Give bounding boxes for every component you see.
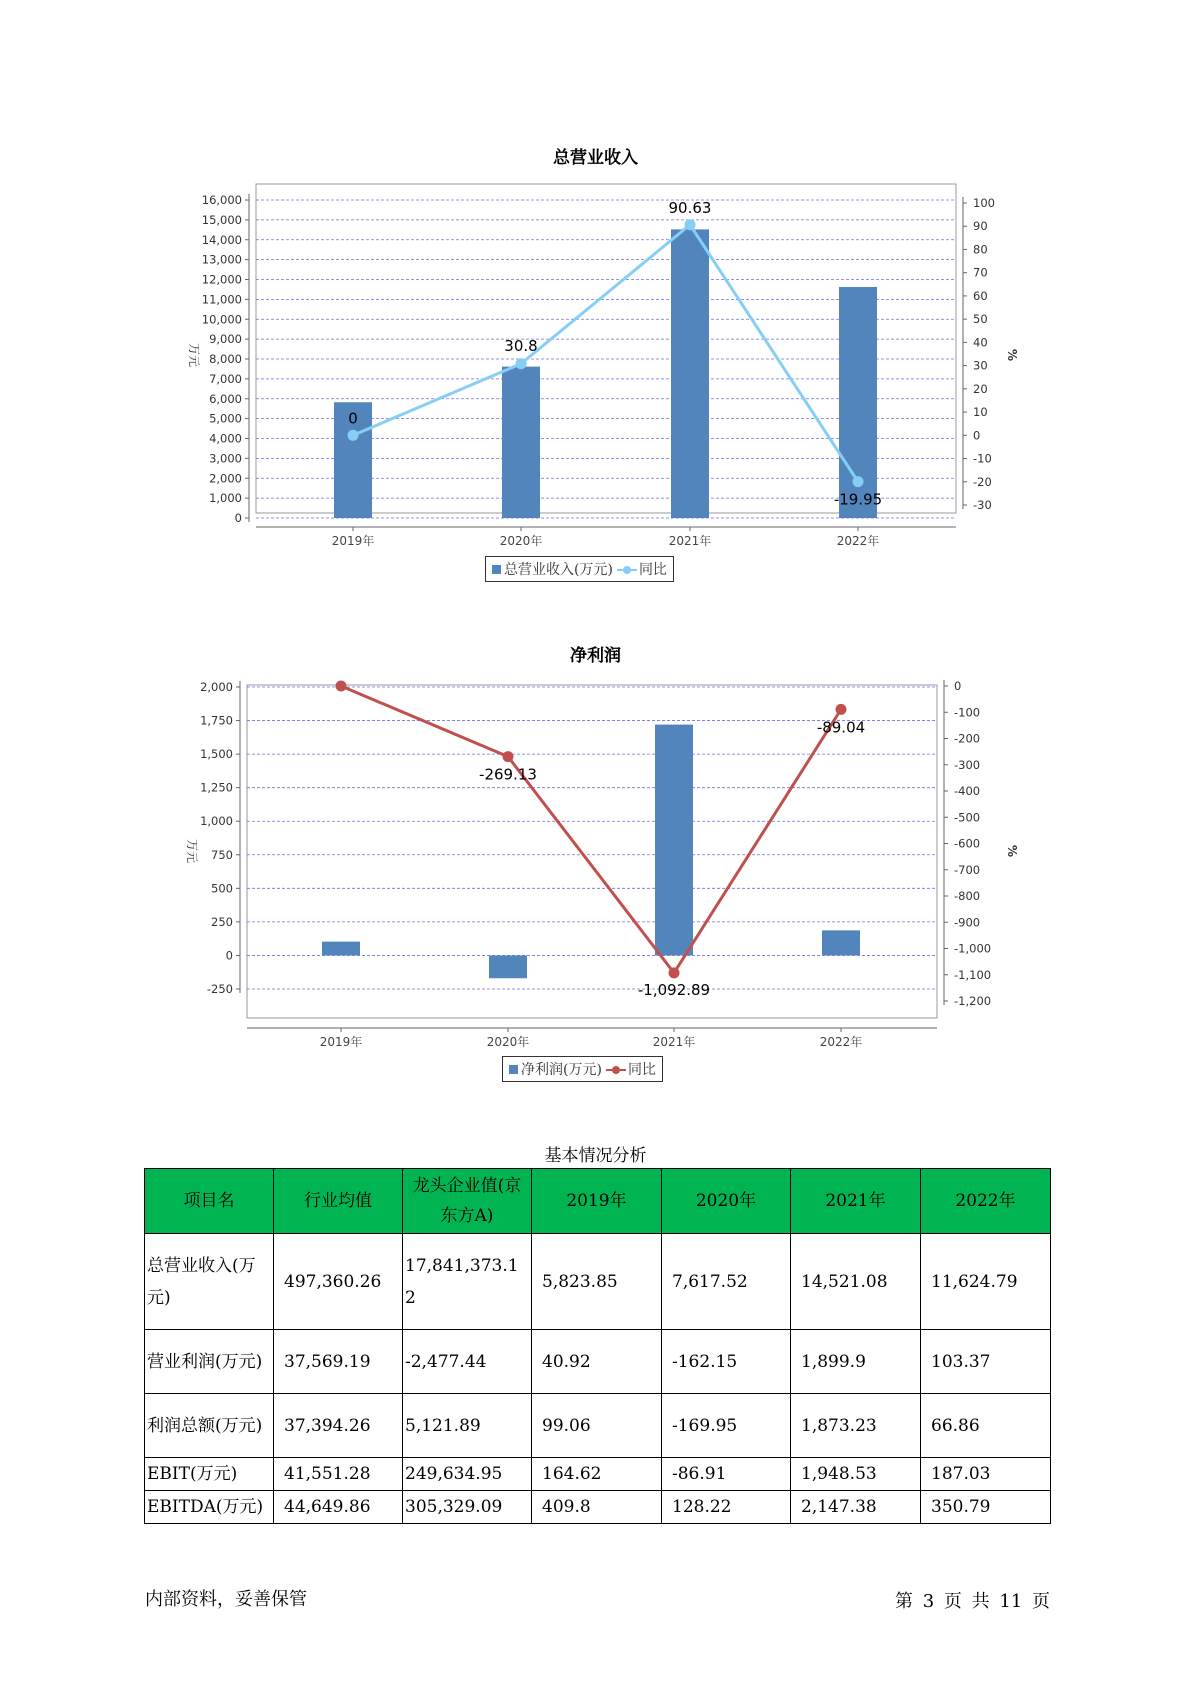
y2-tick-label: -30 <box>973 498 992 512</box>
legend-revenue-label: 总营业收入(万元) <box>504 562 613 578</box>
y-tick-label: 1,750 <box>200 713 233 728</box>
table-cell: 11,624.79 <box>921 1234 1051 1330</box>
y-tick-label: 1,000 <box>209 491 242 506</box>
chart2-title: 净利润 <box>570 646 621 666</box>
table-cell: 5,121.89 <box>403 1394 532 1458</box>
table-header-row <box>145 1169 1051 1234</box>
y2-tick-label: 80 <box>973 242 988 257</box>
legend-yoy-label: 同比 <box>627 1062 656 1078</box>
x-tick-label: 2020年 <box>499 534 543 548</box>
y-tick-label: 3,000 <box>209 451 242 466</box>
table-cell: -86.91 <box>662 1458 791 1491</box>
basic-analysis-table <box>144 1168 1051 1524</box>
header-2022: 2022年 <box>921 1169 1051 1234</box>
table-cell: 66.86 <box>921 1394 1051 1458</box>
table-cell: 409.8 <box>532 1491 662 1524</box>
x-tick-label: 2019年 <box>319 1035 363 1049</box>
y2-tick-label: 50 <box>973 312 988 327</box>
header-item-name: 项目名 <box>145 1169 274 1234</box>
yoy-point <box>336 681 347 692</box>
y-tick-label: 0 <box>234 511 242 525</box>
table-cell: 99.06 <box>532 1394 662 1458</box>
table-cell: 37,569.19 <box>274 1330 403 1394</box>
data-label: 0 <box>348 409 358 428</box>
data-label: -269.13 <box>479 765 537 784</box>
table-cell: 164.62 <box>532 1458 662 1491</box>
line-legend-swatch <box>606 1065 626 1075</box>
y2-tick-label: 0 <box>973 428 981 443</box>
y2-tick-label: 30 <box>973 358 988 373</box>
x-tick-label: 2019年 <box>331 534 375 548</box>
y2-tick-label: -1,100 <box>954 967 992 982</box>
table-cell: 14,521.08 <box>791 1234 921 1330</box>
y2-tick-label: -500 <box>954 810 981 825</box>
table-cell: 497,360.26 <box>274 1234 403 1330</box>
bar <box>322 942 360 956</box>
header-industry-avg: 行业均值 <box>274 1169 403 1234</box>
y2-tick-label: -1,000 <box>954 941 992 956</box>
y2-tick-label: -800 <box>954 889 981 903</box>
x-tick-label: 2022年 <box>836 534 880 548</box>
y-tick-label: 0 <box>225 948 233 963</box>
x-tick-label: 2021年 <box>668 534 712 548</box>
chart1-title: 总营业收入 <box>553 148 638 168</box>
table-row <box>145 1458 1051 1491</box>
table-cell: 350.79 <box>921 1491 1051 1524</box>
chart2-legend <box>502 1056 663 1082</box>
y2-tick-label: -100 <box>954 705 981 720</box>
y-tick-label: 6,000 <box>209 391 242 406</box>
x-tick-label: 2022年 <box>819 1035 863 1049</box>
table-cell: 17,841,373.12 <box>403 1234 532 1330</box>
bar <box>489 955 527 978</box>
x-tick-label: 2020年 <box>486 1035 530 1049</box>
table-row <box>145 1491 1051 1524</box>
row-label-cell: 总营业收入(万元) <box>145 1234 274 1330</box>
y-tick-label: 2,000 <box>209 471 242 486</box>
table-cell: -169.95 <box>662 1394 791 1458</box>
y2-tick-label: 70 <box>973 265 988 280</box>
table-cell: 249,634.95 <box>403 1458 532 1491</box>
table-cell: 44,649.86 <box>274 1491 403 1524</box>
y-tick-label: 13,000 <box>201 252 242 267</box>
data-label: -1,092.89 <box>637 980 711 999</box>
y2-tick-label: 40 <box>973 335 988 350</box>
y-tick-label: 1,000 <box>200 814 233 829</box>
y2-tick-label: -400 <box>954 784 981 798</box>
y2-tick-label: -10 <box>973 451 992 466</box>
y-tick-label: 16,000 <box>201 193 242 207</box>
y-axis-label: 万元 <box>187 342 201 368</box>
y-tick-label: 12,000 <box>201 272 242 287</box>
row-label-cell: EBITDA(万元) <box>145 1491 274 1524</box>
data-label: 90.63 <box>668 198 712 217</box>
header-2020: 2020年 <box>662 1169 791 1234</box>
table-cell: 128.22 <box>662 1491 791 1524</box>
y-tick-label: 10,000 <box>201 312 242 327</box>
table-cell: 187.03 <box>921 1458 1051 1491</box>
y-tick-label: 9,000 <box>209 332 242 347</box>
y-tick-label: 5,000 <box>209 411 242 426</box>
header-2019: 2019年 <box>532 1169 662 1234</box>
table-cell: 1,899.9 <box>791 1330 921 1394</box>
y-tick-label: 2,000 <box>200 680 233 694</box>
y-tick-label: 11,000 <box>201 292 242 307</box>
y2-tick-label: 60 <box>973 288 988 303</box>
y2-axis-label: % <box>1005 348 1019 362</box>
y2-tick-label: -600 <box>954 836 981 851</box>
table-cell: 1,948.53 <box>791 1458 921 1491</box>
y2-tick-label: -200 <box>954 731 981 746</box>
y-tick-label: 7,000 <box>209 371 242 386</box>
y2-tick-label: 0 <box>954 679 962 693</box>
y2-tick-label: -300 <box>954 757 981 772</box>
row-label-cell: 利润总额(万元) <box>145 1394 274 1458</box>
y2-tick-label: -700 <box>954 862 981 877</box>
yoy-point <box>836 704 847 715</box>
table-cell: -2,477.44 <box>403 1330 532 1394</box>
y-tick-label: 14,000 <box>201 232 242 247</box>
data-label: 30.8 <box>504 336 538 355</box>
footer-page-number: 第 3 页 共 11 页 <box>895 1591 1050 1612</box>
table-row <box>145 1234 1051 1330</box>
y2-tick-label: -900 <box>954 915 981 930</box>
table-cell: 2,147.38 <box>791 1491 921 1524</box>
bar-legend-swatch <box>509 1065 518 1074</box>
header-leader-value: 龙头企业值(京东方A) <box>403 1169 532 1234</box>
legend-yoy-label: 同比 <box>638 562 667 578</box>
y-tick-label: 4,000 <box>209 431 242 446</box>
table-caption: 基本情况分析 <box>544 1146 647 1166</box>
bar <box>655 725 693 956</box>
table-cell: 103.37 <box>921 1330 1051 1394</box>
yoy-point <box>669 967 680 978</box>
y2-axis-label: % <box>1005 844 1019 858</box>
y2-tick-label: 90 <box>973 219 988 234</box>
y2-tick-label: 20 <box>973 381 988 396</box>
footer-confidential-note: 内部资料，妥善保管 <box>145 1589 307 1610</box>
y-tick-label: 1,250 <box>200 780 233 795</box>
y2-tick-label: 10 <box>973 405 988 420</box>
y-tick-label: 1,500 <box>200 747 233 762</box>
header-2021: 2021年 <box>791 1169 921 1234</box>
y2-tick-label: 100 <box>973 196 995 210</box>
yoy-point <box>503 751 514 762</box>
y-tick-label: 750 <box>211 847 233 862</box>
table-row <box>145 1394 1051 1458</box>
table-cell: 1,873.23 <box>791 1394 921 1458</box>
table-cell: -162.15 <box>662 1330 791 1394</box>
table-cell: 5,823.85 <box>532 1234 662 1330</box>
table-cell: 37,394.26 <box>274 1394 403 1458</box>
y-tick-label: 250 <box>211 914 233 929</box>
y2-tick-label: -20 <box>973 474 992 489</box>
y-tick-label: 500 <box>211 881 233 896</box>
table-cell: 41,551.28 <box>274 1458 403 1491</box>
y-tick-label: 8,000 <box>209 352 242 366</box>
table-row <box>145 1330 1051 1394</box>
y-tick-label: -250 <box>206 982 233 996</box>
legend-profit-label: 净利润(万元) <box>521 1062 602 1078</box>
row-label-cell: 营业利润(万元) <box>145 1330 274 1394</box>
table-cell: 7,617.52 <box>662 1234 791 1330</box>
table-cell: 40.92 <box>532 1330 662 1394</box>
row-label-cell: EBIT(万元) <box>145 1458 274 1491</box>
y2-tick-label: -1,200 <box>954 994 992 1008</box>
y-tick-label: 15,000 <box>201 212 242 227</box>
x-tick-label: 2021年 <box>652 1035 696 1049</box>
table-cell: 305,329.09 <box>403 1491 532 1524</box>
y-axis-label: 万元 <box>185 838 199 864</box>
bar <box>822 930 860 955</box>
data-label: -89.04 <box>816 718 866 737</box>
data-label: -19.95 <box>833 490 883 509</box>
